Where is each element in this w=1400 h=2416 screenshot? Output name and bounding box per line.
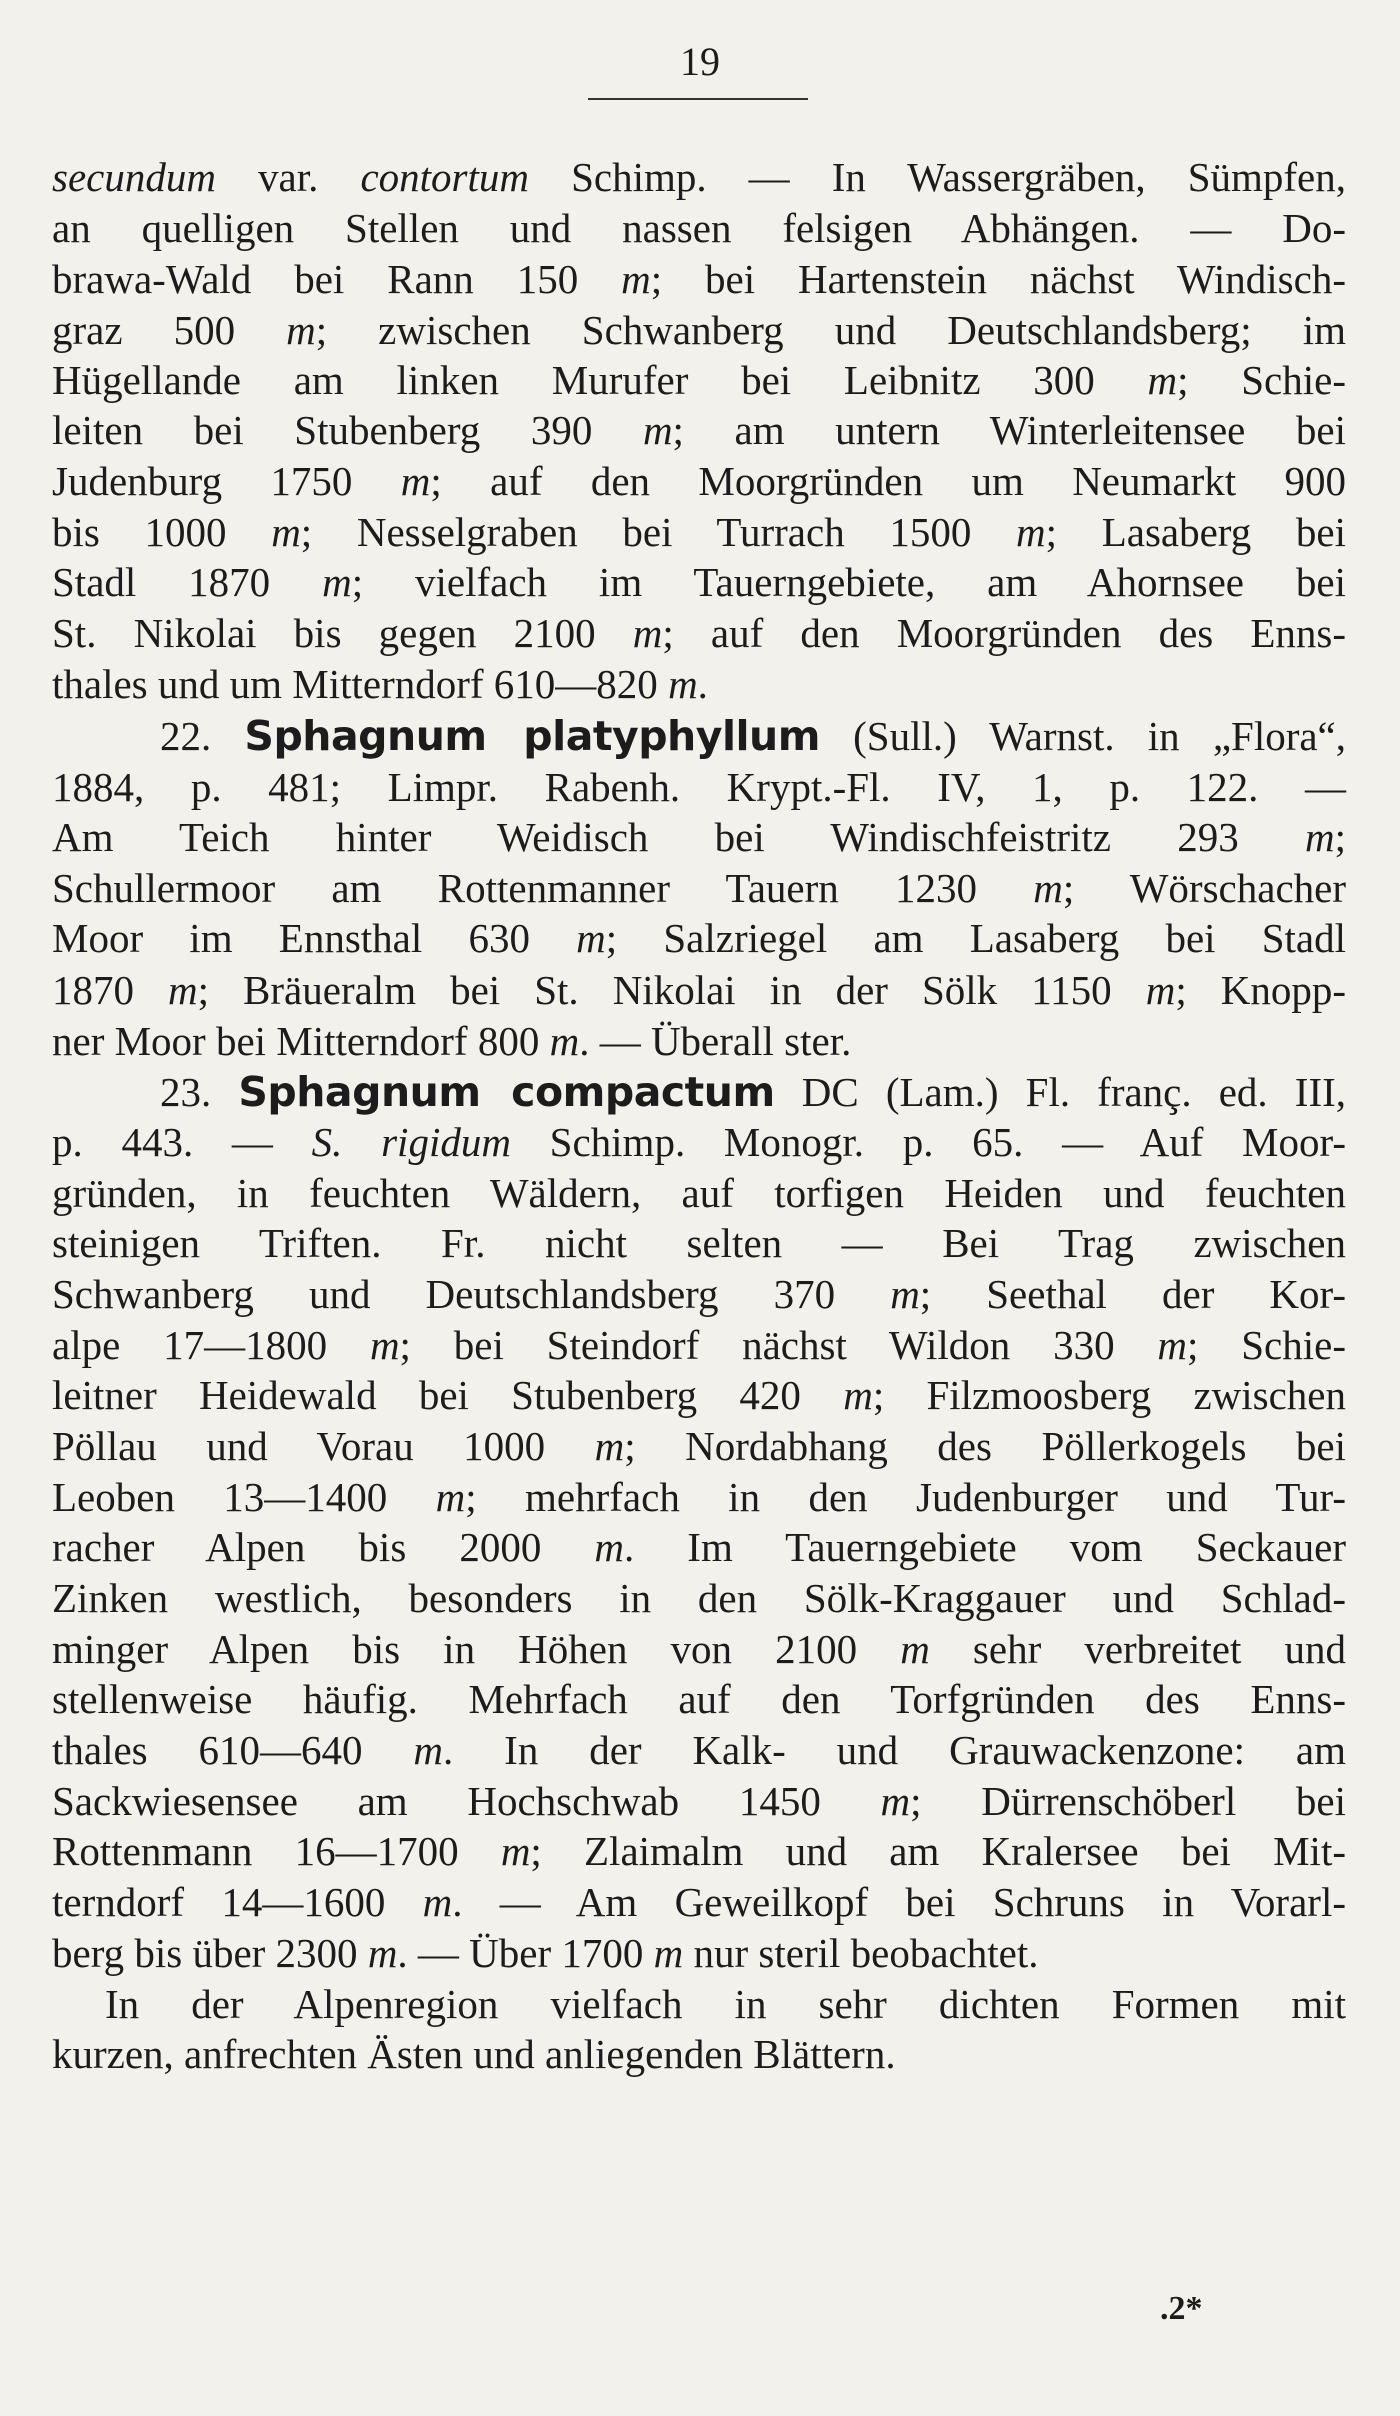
italic-text: m <box>880 1778 911 1824</box>
text-line <box>52 1168 1346 1218</box>
text-segment: brawa-Wald bei Rann 150 <box>52 256 622 302</box>
text-segment: leiten bei Stubenberg 390 <box>52 407 643 453</box>
text-segment: Judenburg 1750 <box>52 458 401 504</box>
text-segment: (Sull.) Warnst. in „Flora“, <box>819 713 1347 759</box>
italic-text: m <box>576 915 606 961</box>
text-segment: . — Über 1700 <box>397 1930 654 1976</box>
text-line <box>52 254 1346 304</box>
text-segment: kurzen, anfrechten Ästen und anliegenden Blättern. <box>52 2031 896 2077</box>
text-segment: ; Nordabhang des Pöllerkogels bei <box>624 1423 1346 1469</box>
header-rule <box>588 98 808 100</box>
text-line <box>52 1269 1346 1319</box>
text-segment: var. <box>215 154 361 200</box>
text-segment: Schwanberg und Deutschlandsberg 370 <box>52 1271 891 1317</box>
italic-text: m <box>1147 357 1178 403</box>
text-segment: ; Filzmoosberg zwischen <box>872 1372 1347 1418</box>
italic-text: m <box>843 1372 873 1418</box>
text-line <box>52 557 1346 607</box>
text-segment: Hügellande am linken Murufer bei Leibnitz 300 <box>52 357 1148 403</box>
italic-text: m <box>1016 509 1046 555</box>
text-segment: Schullermoor am Rottenmanner Tauern 1230 <box>52 865 1034 911</box>
text-segment: an quelligen Stellen und nassen felsigen Abhängen. — Do- <box>52 205 1346 251</box>
text-line <box>52 863 1346 913</box>
italic-text: m <box>400 458 431 504</box>
text-line <box>160 711 1346 761</box>
text-segment: Rottenmann 16—1700 <box>52 1828 501 1874</box>
text-segment: . Im Tauerngebiete vom Seckauer <box>624 1524 1346 1570</box>
text-segment: Moor im Ennsthal 630 <box>52 915 577 961</box>
italic-text: m <box>322 559 352 605</box>
text-segment: Leoben 13—1400 <box>52 1474 436 1520</box>
text-segment: terndorf 14—1600 <box>52 1879 423 1925</box>
text-segment: ; Wörschacher <box>1062 865 1346 911</box>
text-segment: DC (Lam.) Fl. franç. ed. III, <box>774 1069 1346 1115</box>
text-line <box>52 1928 1346 1978</box>
text-segment: ; mehrfach in den Judenburger und Tur- <box>465 1474 1346 1520</box>
text-segment: Schimp. — In Wassergräben, Sümpfen, <box>529 154 1347 200</box>
italic-text: m <box>367 1930 398 1976</box>
text-segment: Zinken westlich, besonders in den Sölk-Kraggauer und Schlad- <box>52 1575 1346 1621</box>
species-name: Sphagnum platyphyllum <box>244 712 820 760</box>
text-segment: ner Moor bei Mitterndorf 800 <box>52 1018 550 1064</box>
text-line <box>52 507 1346 557</box>
italic-text: m <box>594 1524 624 1570</box>
italic-text: m <box>642 407 673 453</box>
text-line <box>52 152 1346 202</box>
text-segment: Schimp. Monogr. p. 65. — Auf Moor- <box>510 1119 1346 1165</box>
text-segment: 1884, p. 481; Limpr. Rabenh. Krypt.-Fl. IV, 1, p. 122. — <box>52 764 1346 810</box>
text-segment: minger Alpen bis in Höhen von 2100 <box>52 1626 901 1672</box>
text-segment: ; auf den Moorgründen um Neumarkt 900 <box>430 458 1346 504</box>
text-segment: 1870 <box>52 967 169 1013</box>
text-segment: p. 443. — <box>52 1119 312 1165</box>
text-segment: bis 1000 <box>52 509 272 555</box>
text-line <box>52 305 1346 355</box>
italic-text: m <box>653 1930 684 1976</box>
text-segment: ; Zlaimalm und am Kralersee bei Mit- <box>530 1828 1346 1874</box>
italic-text: contortum <box>360 154 529 200</box>
text-line <box>52 1370 1346 1420</box>
signature-mark: .2* <box>1160 2290 1203 2327</box>
text-segment: . In der Kalk- und Grauwackenzone: am <box>443 1727 1346 1773</box>
text-segment: ; Seethal der Kor- <box>919 1271 1346 1317</box>
italic-text: m <box>549 1018 580 1064</box>
italic-text: S. rigidum <box>311 1119 511 1165</box>
text-segment: ; Schie- <box>1177 357 1346 403</box>
italic-text: m <box>1145 967 1176 1013</box>
text-line <box>52 355 1346 405</box>
page-number: 19 <box>680 39 720 84</box>
text-line <box>105 1979 1346 2029</box>
text-segment: leitner Heidewald bei Stubenberg 420 <box>52 1372 844 1418</box>
text-segment: St. Nikolai bis gegen 2100 <box>52 610 633 656</box>
text-line <box>52 762 1346 812</box>
text-line <box>52 913 1346 963</box>
italic-text: m <box>621 256 651 302</box>
text-line <box>160 1067 1346 1117</box>
text-line <box>52 965 1346 1015</box>
text-segment: ; Bräueralm bei St. Nikolai in der Sölk 1150 <box>197 967 1146 1013</box>
text-segment: nur steril beobachtet. <box>683 1930 1039 1976</box>
italic-text: m <box>369 1322 400 1368</box>
text-line <box>52 1725 1346 1775</box>
text-segment: ; am untern Winterleitensee bei <box>672 407 1346 453</box>
text-segment: Sackwiesensee am Hochschwab 1450 <box>52 1778 881 1824</box>
text-segment: ; bei Hartenstein nächst Windisch- <box>650 256 1346 302</box>
text-segment: Stadl 1870 <box>52 559 323 605</box>
text-segment: ; auf den Moorgründen des Enns- <box>662 610 1346 656</box>
text-segment: ; <box>1334 814 1346 860</box>
text-segment: ; Schie- <box>1187 1322 1346 1368</box>
italic-text: m <box>632 610 663 656</box>
text-line <box>52 1218 1346 1268</box>
text-segment: ; Lasaberg bei <box>1045 509 1346 555</box>
italic-text: secundum <box>52 154 216 200</box>
italic-text: m <box>594 1423 625 1469</box>
text-segment: berg bis über 2300 <box>52 1930 368 1976</box>
italic-text: m <box>900 1626 930 1672</box>
text-segment: stellenweise häufig. Mehrfach auf den Torfgründen des Enns- <box>52 1676 1346 1722</box>
text-segment: In der Alpenregion vielfach in sehr dichten Formen mit <box>105 1981 1346 2027</box>
italic-text: m <box>1157 1322 1188 1368</box>
text-line <box>52 2029 1346 2079</box>
text-segment: . — Am Geweilkopf bei Schruns in Vorarl- <box>452 1879 1346 1925</box>
text-segment: thales und um Mitterndorf 610—820 <box>52 661 669 707</box>
italic-text: m <box>500 1828 531 1874</box>
text-line <box>52 608 1346 658</box>
italic-text: m <box>422 1879 453 1925</box>
italic-text: m <box>1304 814 1335 860</box>
text-segment: ; Nesselgraben bei Turrach 1500 <box>300 509 1017 555</box>
text-segment: ; zwischen Schwanberg und Deutschlandsberg; im <box>315 307 1346 353</box>
text-segment: racher Alpen bis 2000 <box>52 1524 595 1570</box>
italic-text: m <box>890 1271 920 1317</box>
italic-text: m <box>435 1474 466 1520</box>
italic-text: m <box>286 307 316 353</box>
text-line <box>52 1117 1346 1167</box>
text-line <box>52 1016 1346 1066</box>
text-segment: . — Überall ster. <box>579 1018 852 1064</box>
text-segment: thales 610—640 <box>52 1727 414 1773</box>
text-segment: ; Dürrenschöberl bei <box>910 1778 1346 1824</box>
species-name: Sphagnum compactum <box>238 1068 775 1116</box>
text-segment: gründen, in feuchten Wäldern, auf torfigen Heiden und feuchten <box>52 1170 1346 1216</box>
text-segment: 23. <box>160 1069 239 1115</box>
text-segment: Am Teich hinter Weidisch bei Windischfeistritz 293 <box>52 814 1305 860</box>
text-segment: steinigen Triften. Fr. nicht selten — Bei Trag zwischen <box>52 1220 1346 1266</box>
text-line <box>52 1421 1346 1471</box>
italic-text: m <box>668 661 698 707</box>
text-line <box>52 1522 1346 1572</box>
text-segment: ; bei Steindorf nächst Wildon 330 <box>399 1322 1158 1368</box>
italic-text: m <box>1033 865 1063 911</box>
text-line <box>52 812 1346 862</box>
text-line <box>52 1674 1346 1724</box>
text-segment: graz 500 <box>52 307 287 353</box>
text-segment: ; Salzriegel am Lasaberg bei Stadl <box>605 915 1347 961</box>
text-line <box>52 1573 1346 1623</box>
text-line <box>52 659 1346 709</box>
text-segment: alpe 17—1800 <box>52 1322 370 1368</box>
text-line <box>52 1624 1346 1674</box>
text-line <box>52 1877 1346 1927</box>
text-segment: . <box>697 661 708 707</box>
text-line <box>52 203 1346 253</box>
text-segment: ; Knopp- <box>1175 967 1347 1013</box>
text-segment: Pöllau und Vorau 1000 <box>52 1423 595 1469</box>
text-line <box>52 1320 1346 1370</box>
text-line <box>52 456 1346 506</box>
text-segment: 22. <box>160 713 245 759</box>
italic-text: m <box>413 1727 444 1773</box>
text-segment: sehr verbreitet und <box>929 1626 1346 1672</box>
text-line <box>52 405 1346 455</box>
italic-text: m <box>271 509 301 555</box>
text-segment: ; vielfach im Tauerngebiete, am Ahornsee bei <box>351 559 1346 605</box>
italic-text: m <box>168 967 198 1013</box>
text-line <box>52 1776 1346 1826</box>
text-line <box>52 1472 1346 1522</box>
text-line <box>52 1826 1346 1876</box>
